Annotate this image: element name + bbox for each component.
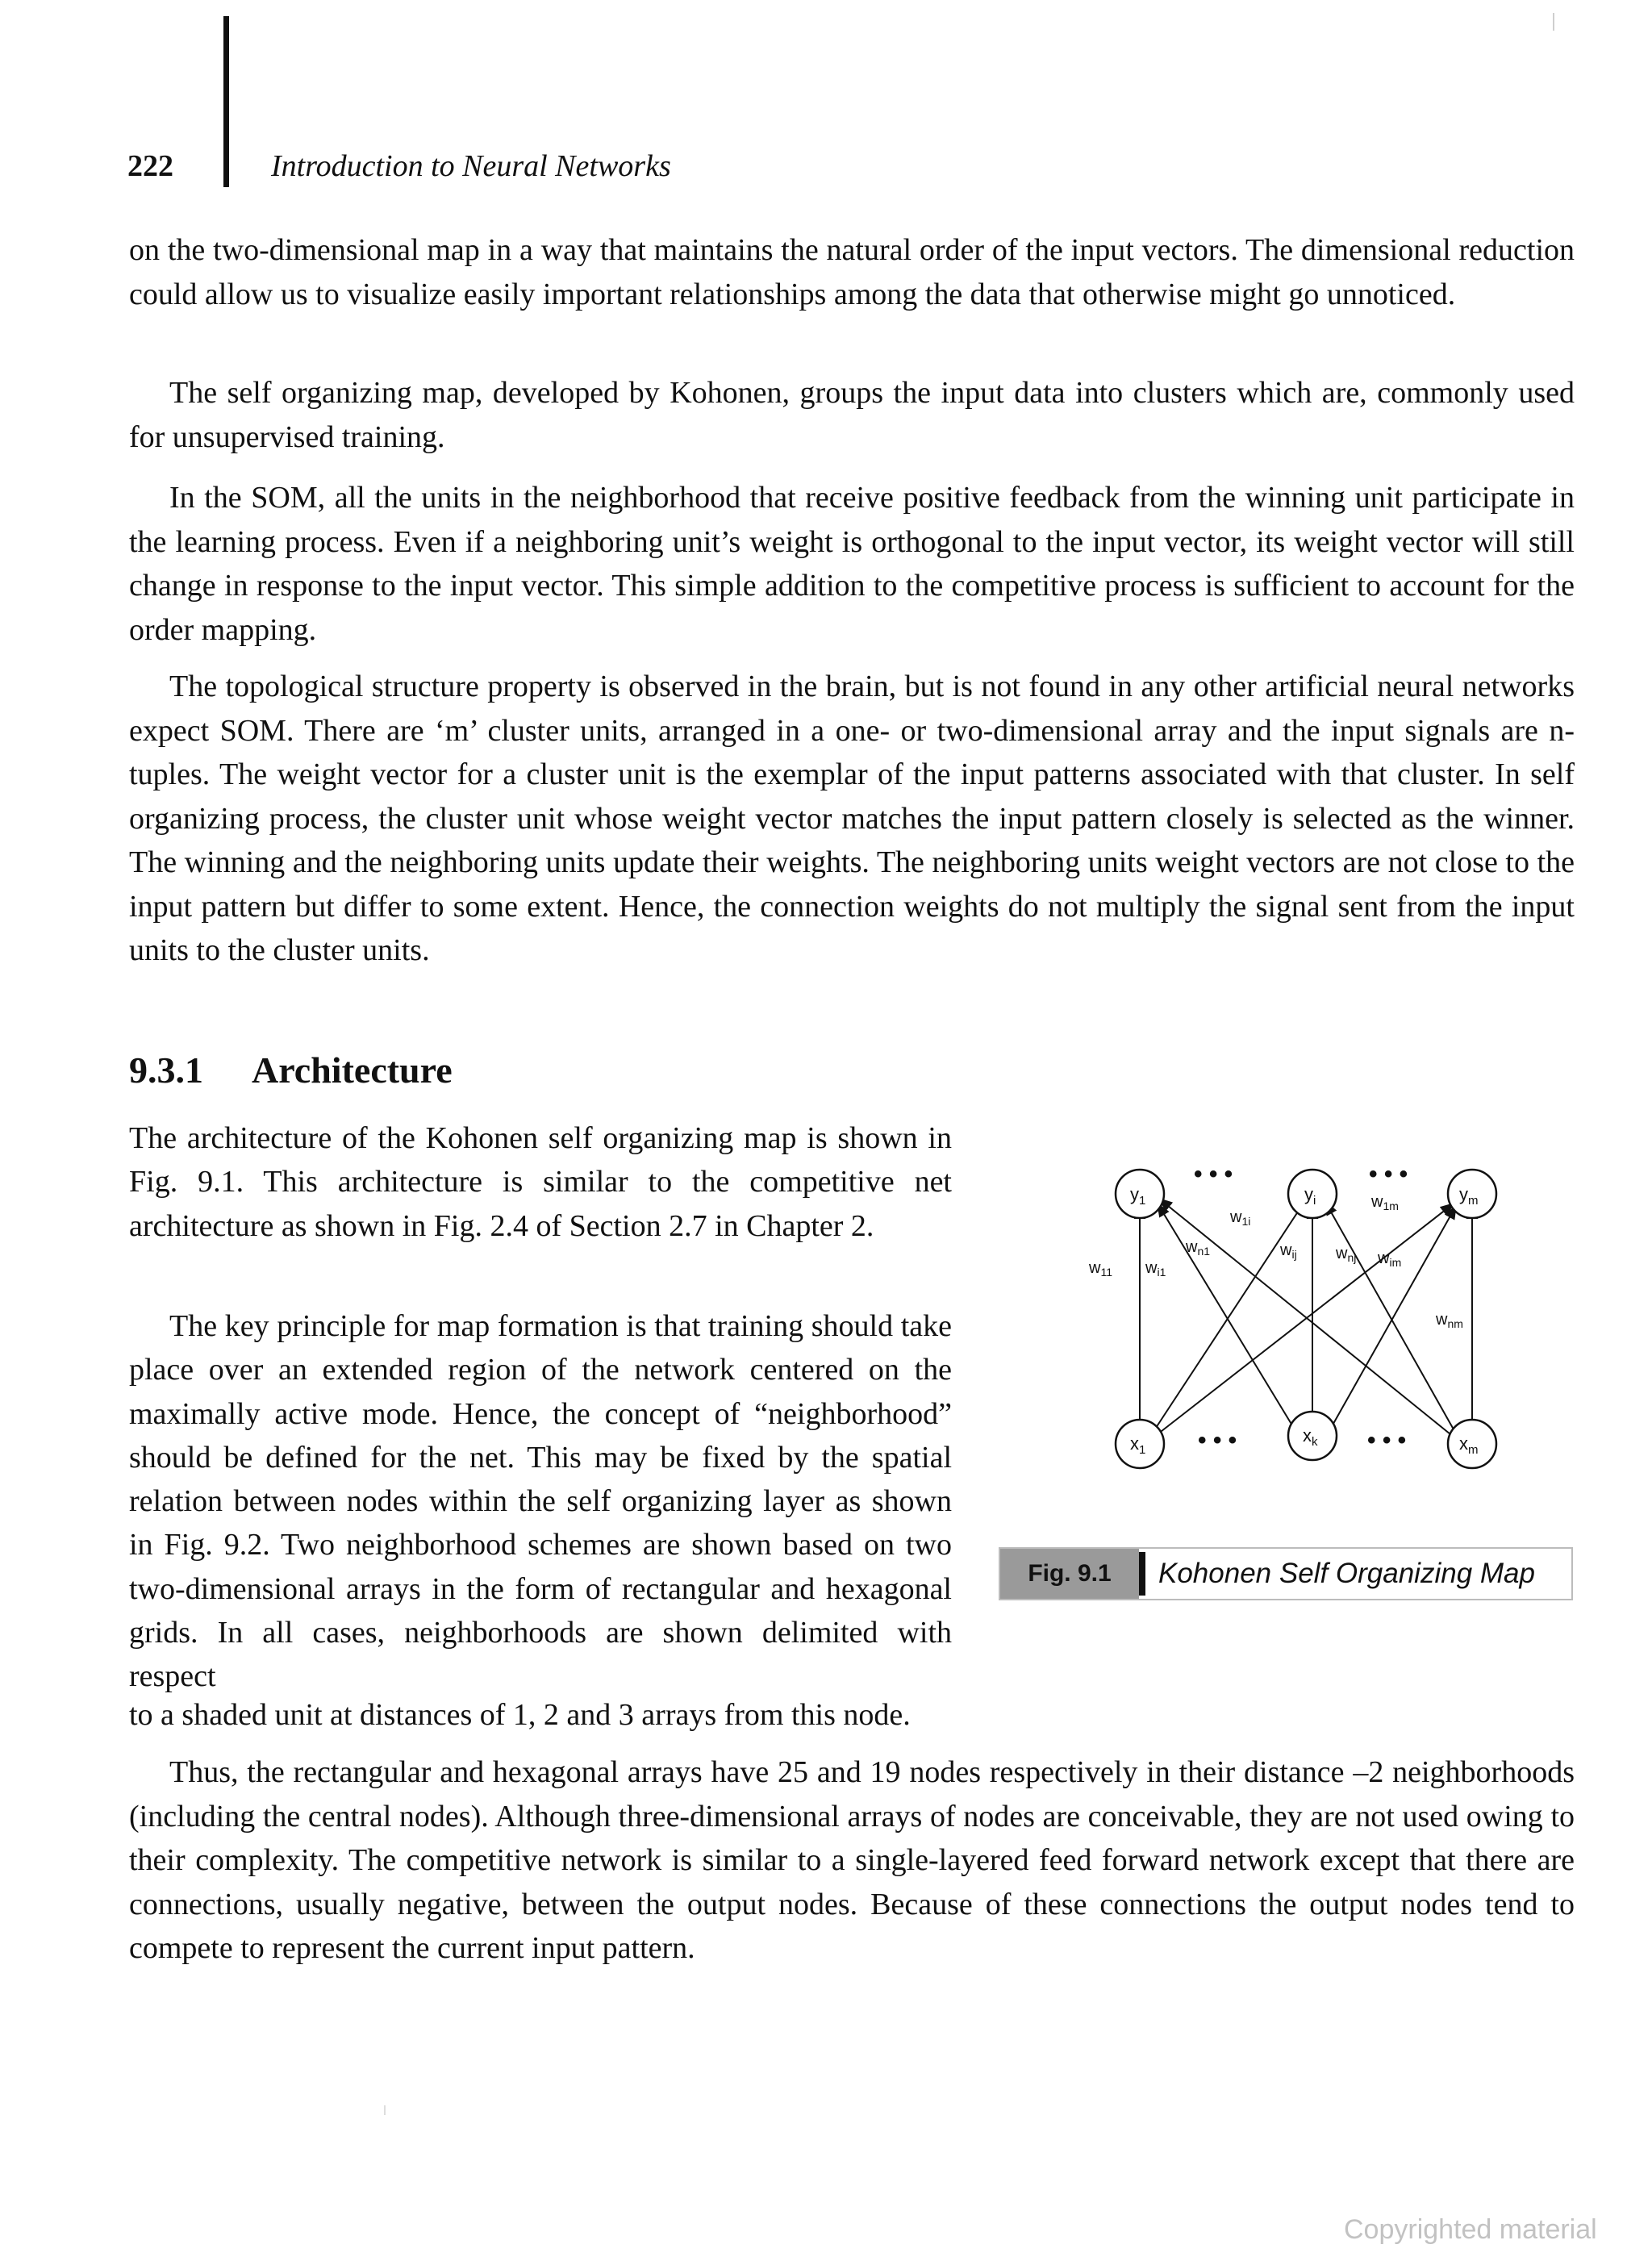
figure-caption-label: Fig. 9.1 bbox=[1000, 1549, 1139, 1599]
input-ellipsis-right: • • • bbox=[1367, 1427, 1407, 1454]
weight-wnm: $w_{nm}$ bbox=[1436, 1311, 1463, 1330]
connection-x1-yi bbox=[1156, 1202, 1304, 1428]
input-node-xm-label: $x_m$ bbox=[1459, 1433, 1479, 1457]
diagram-canvas bbox=[1081, 1145, 1525, 1500]
weight-wij: $w_{ij}$ bbox=[1280, 1241, 1297, 1261]
scan-mark bbox=[1553, 13, 1554, 31]
paragraph-continuation: on the two-dimensional map in a way that maintains the natural order of the input vectors. The dimensional reduction could allow us to visualize easily important relationships among the data that otherwise might go unnoticed. bbox=[129, 233, 1575, 311]
output-node-yi-label: $y_i$ bbox=[1304, 1184, 1316, 1208]
running-title: Introduction to Neural Networks bbox=[271, 149, 671, 183]
connection-x1-ym bbox=[1158, 1204, 1454, 1434]
figure-caption-divider bbox=[1139, 1552, 1145, 1596]
paragraph-key-principle: The key principle for map formation is that training should take place over an extended region of the network centered on the maximally active mode. Hence, the concept of “neighborhood” should be defined for the net. This may be fixed by the spatial relation between nodes within the self organizing layer as shown in Fig. 9.2. Two neighborhood schemes are shown based on two two-dimensional arrays in the form of rectangular and hexagonal grids. In all cases, neighborhoods are shown delimited with respect bbox=[129, 1309, 952, 1694]
header-rule bbox=[223, 16, 229, 187]
section-heading bbox=[129, 1049, 453, 1091]
paragraph-arrays: Thus, the rectangular and hexagonal arrays have 25 and 19 nodes respectively in their distance –2 neighborhoods (including the central nodes). Although three-dimensional arrays of nodes are conceivable, they are not used owing to their complexity. The competitive network is similar to a single-layered feed forward network except that there are connections, usually negative, between the output nodes. Because of these connections the output nodes tend to compete to represent the current input pattern. bbox=[129, 1755, 1575, 1965]
section-title: Architecture bbox=[252, 1049, 453, 1091]
scan-speck bbox=[384, 2105, 386, 2115]
figure-caption bbox=[999, 1547, 1573, 1600]
page-number: 222 bbox=[127, 149, 173, 183]
paragraph-key-principle-end: to a shaded unit at distances of 1, 2 and 3 arrays from this node. bbox=[129, 1698, 911, 1732]
input-ellipsis-left: • • • bbox=[1198, 1427, 1237, 1454]
weight-wim: $w_{im}$ bbox=[1378, 1249, 1402, 1269]
paragraph-som-neighborhood: In the SOM, all the units in the neighborhood that receive positive feedback from the winning unit participate in the learning process. Even if a neighboring unit’s weight is orthogonal to the input vector, its weight vector will still change in response to the input vector. This simple addition to the competitive process is sufficient to account for the order mapping. bbox=[129, 481, 1575, 647]
connection-xm-yi bbox=[1325, 1202, 1454, 1429]
weight-w11: $w_{11}$ bbox=[1089, 1259, 1112, 1279]
output-ellipsis-right: • • • bbox=[1369, 1161, 1408, 1187]
weight-w1m: $w_{1m}$ bbox=[1371, 1193, 1399, 1212]
figure-caption-text: Kohonen Self Organizing Map bbox=[1158, 1558, 1535, 1589]
paragraph-kohonen-intro: The self organizing map, developed by Kohonen, groups the input data into clusters which are, commonly used for unsupervised training. bbox=[129, 376, 1575, 454]
output-ellipsis-left: • • • bbox=[1194, 1161, 1233, 1187]
section-number: 9.3.1 bbox=[129, 1049, 203, 1091]
weight-wi1: $w_{i1}$ bbox=[1145, 1259, 1166, 1279]
output-node-ym-label: $y_m$ bbox=[1459, 1184, 1479, 1208]
connection-xk-y1 bbox=[1158, 1204, 1295, 1429]
paragraph-architecture: The architecture of the Kohonen self organizing map is shown in Fig. 9.1. This architecture is similar to the competitive net architecture as shown in Fig. 2.4 of Section 2.7 in Chapter 2. bbox=[129, 1121, 952, 1243]
input-node-x1-label: $x_1$ bbox=[1130, 1433, 1146, 1457]
input-node-xk-label: $x_k$ bbox=[1303, 1425, 1318, 1449]
weight-wnj: $w_{nj}$ bbox=[1336, 1245, 1357, 1264]
weight-w1i: $w_{1i}$ bbox=[1230, 1208, 1251, 1228]
copyright-notice: Copyrighted material bbox=[1344, 2214, 1597, 2245]
kohonen-network-diagram bbox=[1081, 1145, 1525, 1500]
paragraph-topology: The topological structure property is observed in the brain, but is not found in any other artificial neural networks expect SOM. There are ‘m’ cluster units, arranged in a one- or two-dimensional array and the input signals are n-tuples. The weight vector for a cluster unit is the exemplar of the input patterns associated with that cluster. In self organizing process, the cluster unit whose weight vector matches the input pattern closely is selected as the winner. The winning and the neighboring units update their weights. The neighboring units weight vectors are not close to the input pattern but differ to some extent. Hence, the connection weights do not multiply the signal sent from the input units to the cluster units. bbox=[129, 670, 1575, 967]
weight-wn1: $w_{n1}$ bbox=[1186, 1238, 1211, 1258]
output-node-y1-label: $y_1$ bbox=[1130, 1184, 1146, 1208]
